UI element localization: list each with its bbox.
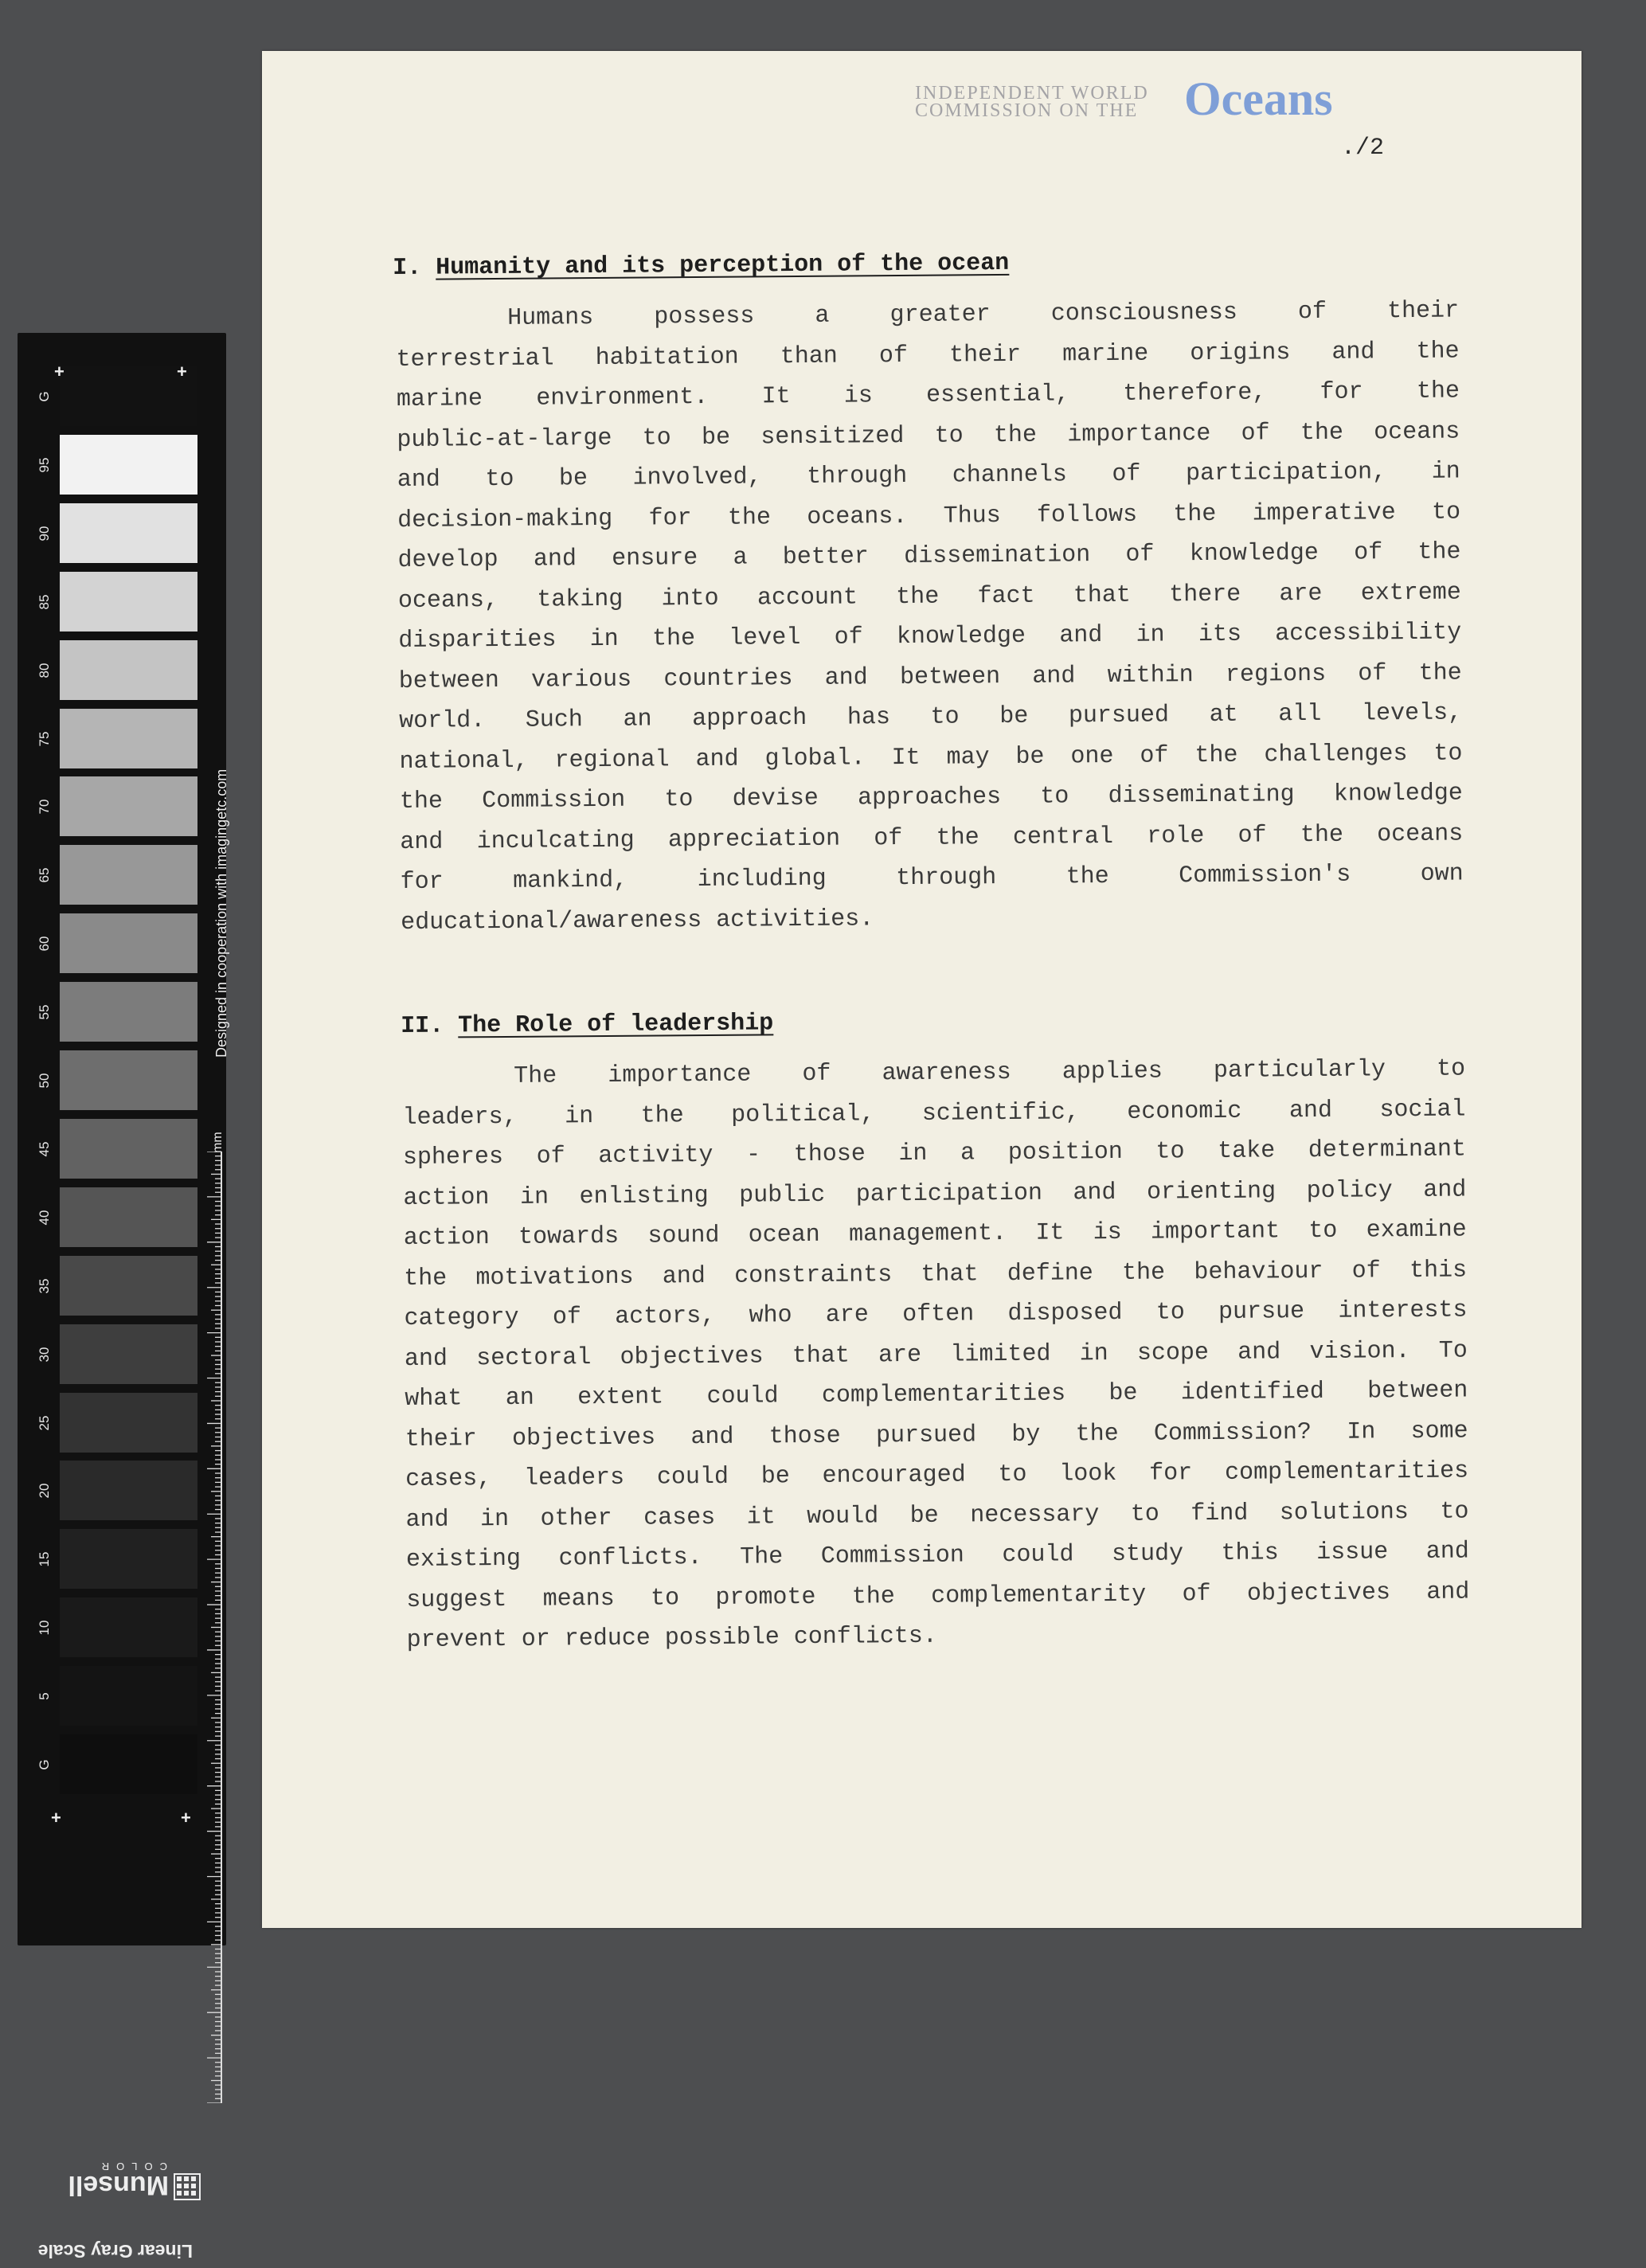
section-2-number: II. [401, 1012, 444, 1040]
letterhead-line1: INDEPENDENT WORLD [915, 83, 1149, 104]
munsell-brand [37, 2149, 201, 2268]
brand-name: Munsell [68, 2170, 169, 2200]
gray-scale-label: 85 [37, 594, 52, 610]
gray-patch [60, 1666, 197, 1726]
text-line: public-at-large to be sensitized to the importance of the oceans [397, 418, 1460, 454]
letterhead-line2: COMMISSION ON THE [915, 100, 1139, 121]
gray-scale-label: 25 [37, 1415, 52, 1430]
text-line: what an extent could complementarities be identified between [405, 1377, 1468, 1413]
gray-patch [60, 572, 197, 632]
gray-scale-label: 50 [37, 1073, 52, 1089]
gray-scale-label: 40 [37, 1210, 52, 1226]
mm-ruler [205, 1152, 223, 2103]
gray-scale-label: 55 [37, 1004, 52, 1020]
card-title: Linear Gray Scale [37, 2241, 193, 2262]
page-number: ./2 [1341, 135, 1385, 162]
gray-patch [60, 1119, 197, 1179]
text-line: and to be involved, through channels of participation, in [397, 458, 1460, 494]
text-line: and in other cases it would be necessary to find solutions to [405, 1497, 1469, 1534]
text-line: spheres of activity - those in a position to take determinant [402, 1136, 1467, 1171]
gray-scale-label: G [37, 1759, 52, 1770]
text-line: world. Such an approach has to be pursued at all levels, [399, 699, 1463, 735]
gray-patch [60, 1734, 197, 1794]
gray-scale-label: 35 [37, 1278, 52, 1294]
text-line: decision-making for the oceans. Thus follows the imperative to [397, 499, 1461, 534]
text-line: suggest means to promote the complementarity of objectives and [406, 1578, 1470, 1614]
text-line: for mankind, including through the Commission's own [400, 860, 1464, 896]
gray-patch [60, 435, 197, 495]
section-2-body [402, 1050, 1470, 1661]
document-page [262, 51, 1581, 1928]
gray-scale-label: 45 [37, 1141, 52, 1157]
section-2-title: The Role of leadership [458, 1010, 774, 1040]
gray-patch [60, 640, 197, 700]
gray-patch [60, 1393, 197, 1453]
text-line: the Commission to devise approaches to disseminating knowledge [399, 780, 1464, 815]
gray-patch [60, 1529, 197, 1589]
gray-scale-label: 60 [37, 936, 52, 952]
gray-scale-label: 10 [37, 1620, 52, 1636]
text-line: and sectoral objectives that are limited in scope and vision. To [404, 1337, 1468, 1373]
gray-scale-card: G 95 90 85 80 75 70 65 60 55 50 45 40 35 30 25 20 15 10 5 G + + + + Designed in cooperation with imagingetc.com mm Linear Gray Scale Munsell COLOR [18, 333, 226, 1945]
text-line: The importance of awareness applies particularly to [514, 1055, 1466, 1090]
text-line: existing conflicts. The Commission could study this issue and [405, 1538, 1469, 1574]
gray-patch [60, 845, 197, 905]
text-line: develop and ensure a better dissemination of knowledge of the [397, 538, 1461, 574]
gray-patch [60, 709, 197, 768]
gray-scale-label: 90 [37, 526, 52, 542]
text-line: their objectives and those pursued by the Commission? In some [405, 1418, 1468, 1453]
text-line: oceans, taking into account the fact that there are extreme [397, 579, 1461, 615]
registration-mark: + [51, 1808, 61, 1828]
gray-patch [60, 1050, 197, 1110]
text-line: the motivations and constraints that define the behaviour of this [404, 1257, 1468, 1292]
gray-patch [60, 1187, 197, 1247]
gray-patch [60, 1324, 197, 1384]
text-line: national, regional and global. It may be one of the challenges to [399, 739, 1463, 776]
registration-mark: + [54, 362, 65, 381]
text-line: educational/awareness activities. [401, 905, 874, 937]
text-line: leaders, in the political, scientific, economic and social [402, 1096, 1466, 1132]
text-line: category of actors, who are often disposed to pursue interests [404, 1296, 1468, 1332]
gray-patch [60, 1597, 197, 1657]
gray-patch [60, 913, 197, 973]
gray-scale-label: 75 [37, 731, 52, 746]
section-1-heading [393, 250, 1009, 282]
gray-patch [60, 776, 197, 836]
text-line: Humans possess a greater consciousness of their [507, 297, 1460, 332]
text-line: and inculcating appreciation of the central role of the oceans [400, 819, 1464, 856]
gray-scale-label: 5 [37, 1692, 52, 1700]
gray-scale-label: 15 [37, 1551, 52, 1567]
letterhead [915, 72, 1361, 131]
unit-label: mm [211, 1132, 225, 1153]
gray-scale-label: 30 [37, 1347, 52, 1363]
section-1-number: I. [393, 254, 422, 282]
text-line: action in enlisting public participation and orienting policy and [403, 1176, 1467, 1212]
text-line: terrestrial habitation than of their marine origins and the [396, 338, 1460, 373]
letterhead-oceans: Oceans [1184, 72, 1333, 125]
section-1-body [396, 291, 1464, 943]
text-line: cases, leaders could be encouraged to look for complementarities [405, 1457, 1469, 1493]
letterhead-text [915, 84, 1149, 119]
registration-mark: + [181, 1808, 191, 1828]
gray-scale-label: 70 [37, 799, 52, 815]
gray-scale-label: 80 [37, 663, 52, 678]
section-2-heading [401, 1010, 773, 1040]
gray-patch [60, 1256, 197, 1316]
text-line: marine environment. It is essential, therefore, for the [396, 377, 1460, 413]
section-1-title: Humanity and its perception of the ocean [436, 249, 1010, 282]
gray-scale-label: 65 [37, 867, 52, 883]
gray-scale-label: 20 [37, 1483, 52, 1499]
brand-sub: COLOR [94, 2160, 167, 2172]
text-line: disparities in the level of knowledge and in its accessibility [398, 619, 1462, 655]
registration-mark: + [177, 362, 187, 381]
text-line: action towards sound ocean management. It is important to examine [403, 1216, 1467, 1252]
munsell-logo-icon [174, 2173, 201, 2200]
gray-scale-label: 95 [37, 457, 52, 473]
gray-patch [60, 1461, 197, 1520]
gray-patch [60, 503, 197, 563]
gray-patch [60, 982, 197, 1042]
text-line: prevent or reduce possible conflicts. [406, 1622, 937, 1654]
text-line: between various countries and between and within regions of the [398, 659, 1462, 695]
gray-scale-label: G [37, 391, 52, 402]
